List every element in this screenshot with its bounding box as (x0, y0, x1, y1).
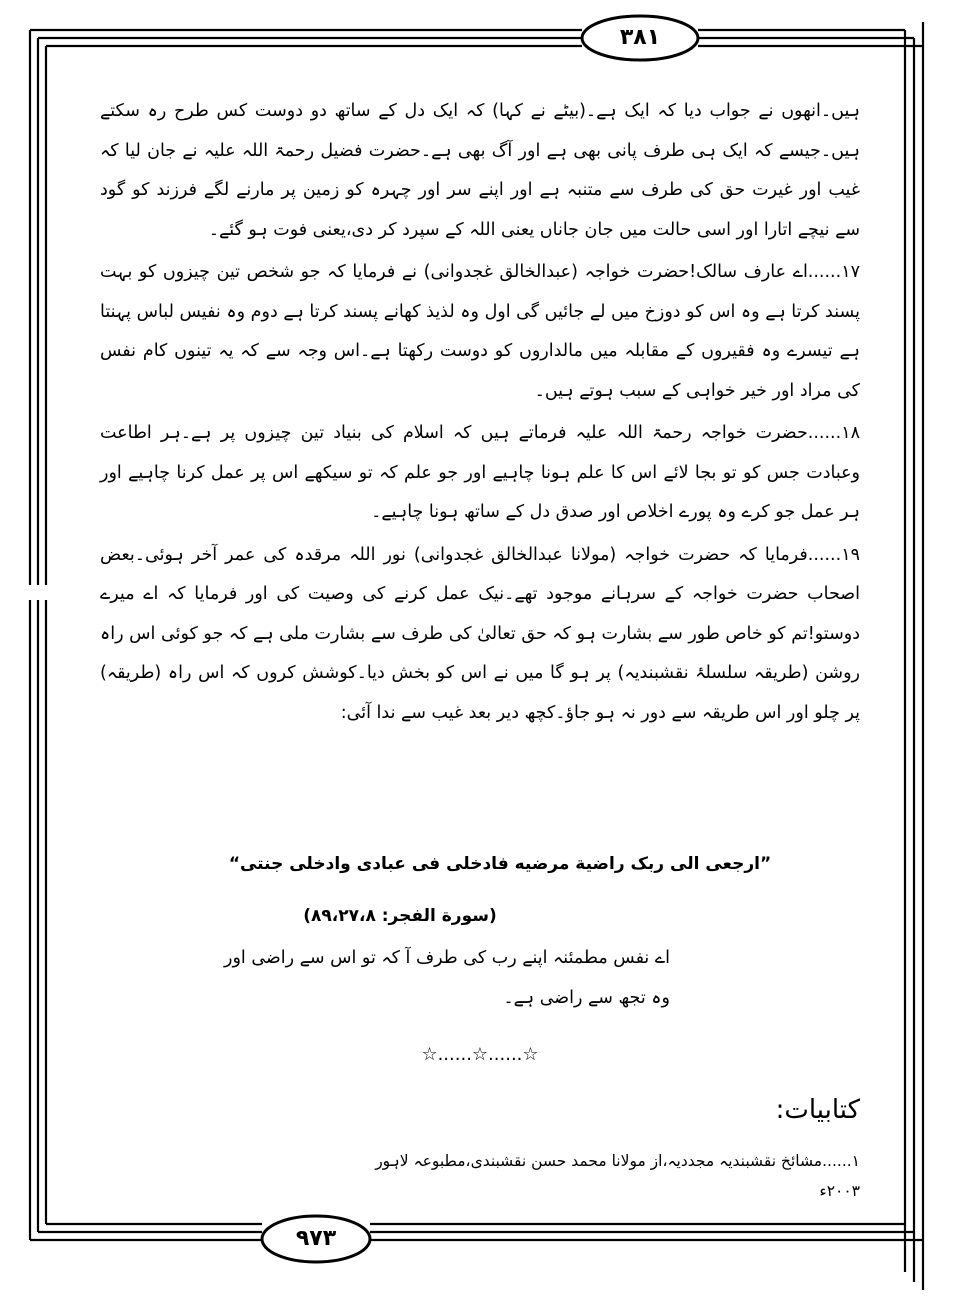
page-number-top: ۳۸۱ (619, 25, 661, 50)
verse-reference: (سورة الفجر: ۸۹،۲۷،۸) (303, 906, 497, 926)
quran-verse: ”ارجعی الی ربک راضیة مرضیه فادخلی فی عبادی وادخلی جنتی“ (228, 854, 772, 874)
verse-translation: اے نفس مطمئنہ اپنے رب کی طرف آ کہ تو اس سے راضی اور وہ تجھ سے راضی ہے۔ (224, 948, 670, 1008)
paragraph-17: ۱۷......اے عارف سالک!حضرت خواجہ (عبدالخالق غجدوانی) نے فرمایا کہ جو شخص تین چیزوں کو بہت پسند کرتا ہے وہ اس کو دوزخ میں لے جائیں گی اول وہ لذیذ کھانے پسند کرتا ہے دوم وہ نفیس لباس پہنتا ہے تیسرے وہ فقیروں کے مقابلہ میں مالداروں کو دوست رکھتا ہے۔اس وجہ سے کہ یہ تینوں کام نفس کی مراد اور خیر خواہی کے سبب ہوتے ہیں۔ (100, 262, 860, 401)
paragraph-18: ۱۸......حضرت خواجہ رحمۃ اللہ علیہ فرماتے ہیں کہ اسلام کی بنیاد تین چیزوں پر ہے۔ہر اطاعت وعبادت جس کو تو بجا لائے اس کا علم ہونا چاہیے اور جو علم کہ تو سیکھے اس پر عمل کرنا چاہیے اور ہر عمل جو کرے وہ پورے اخلاص اور صدق دل کے ساتھ ہونا چاہیے۔ (100, 423, 860, 522)
references-heading: کتابیات: (775, 1095, 860, 1125)
reference-item: ۱......مشائخ نقشبندیہ مجددیہ،از مولانا محمد حسن نقشبندی،مطبوعہ لاہور ۲۰۰۳ء (375, 1152, 860, 1200)
section-separator: ☆......☆......☆ (421, 1044, 539, 1065)
main-text (100, 92, 860, 733)
paragraph-19: ۱۹......فرمایا کہ حضرت خواجہ (مولانا عبدالخالق غجدوانی) نور اللہ مرقدہ کی عمر آخر ہوئی۔بعض اصحاب حضرت خواجہ کے سرہانے موجود تھے۔نیک عمل کرنے کی وصیت کی اور فرمایا کہ اے میرے دوستو!تم کو خاص طور سے بشارت ہو کہ حق تعالیٰ کی طرف سے بشارت ملی ہے کہ جو کوئی اس راہ روشن (طریقہ سلسلۂ نقشبندیہ) پر ہو گا میں نے اس کو بخش دیا۔کوشش کروں کہ اس راہ (طریقہ) پر چلو اور اس طریقہ سے دور نہ ہو جاؤ۔کچھ دیر بعد غیب سے ندا آئی: (100, 544, 860, 723)
page-number-bottom: ۹۷۳ (295, 1226, 337, 1251)
paragraph-1: ہیں۔انھوں نے جواب دیا کہ ایک ہے۔(بیٹے نے کہا) کہ ایک دل کے ساتھ دو دوست کس طرح رہ سکتے ہیں۔جیسے کہ ایک ہی طرف پانی بھی ہے اور آگ بھی ہے۔حضرت فضیل رحمۃ اللہ علیہ نے جان لیا کہ غیب اور غیرت حق کی طرف سے متنبہ ہے اور اپنے سر اور چہرہ کو زمین پر مارنے لگے فرزند کو گود سے نیچے اتارا اور اسی حالت میں جان جاناں یعنی اللہ کے سپرد کر دی،یعنی فوت ہو گئے۔ (100, 101, 860, 240)
